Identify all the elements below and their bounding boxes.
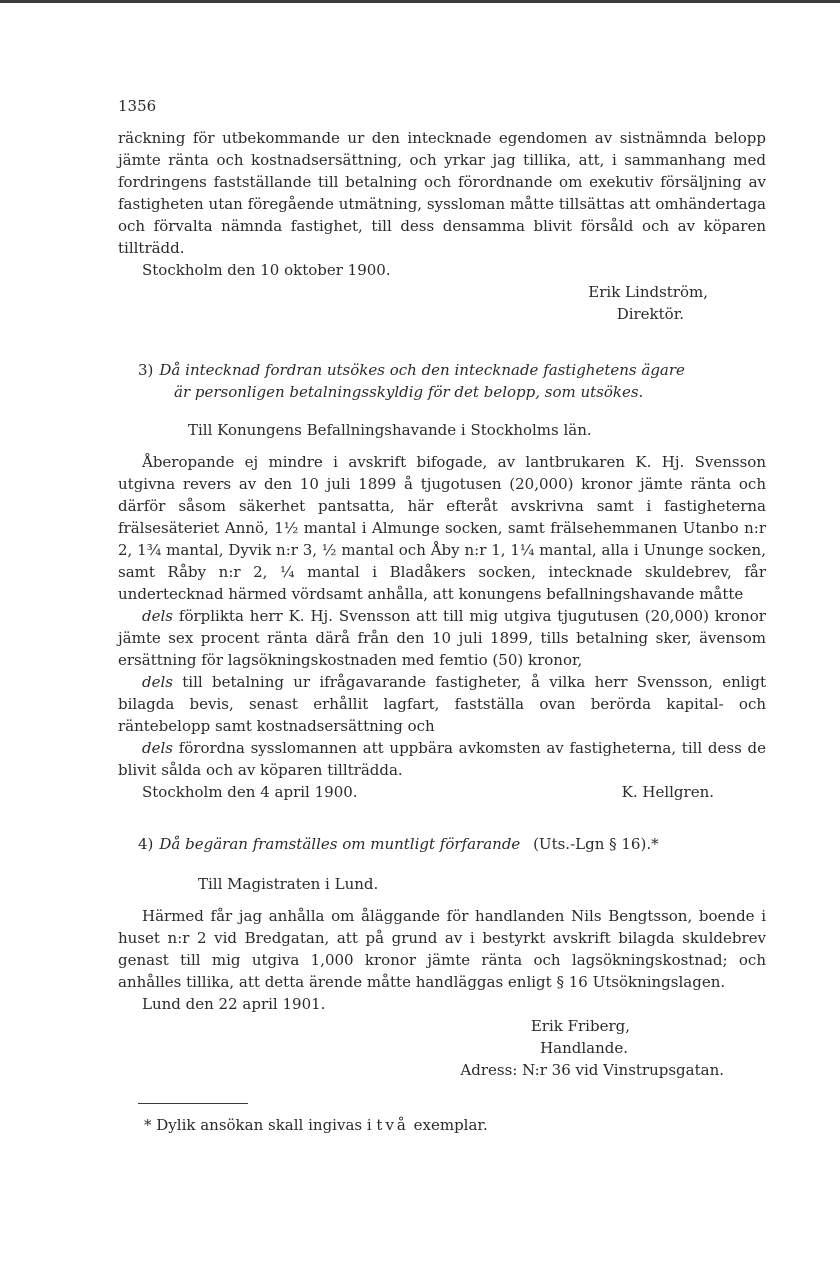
section-3-signer: K. Hellgren.	[621, 783, 714, 801]
dels-text: förordna sysslomannen att uppbära avkomsten av fastigheterna, till dess de blivit sålda och av köparen tillträdda.	[118, 739, 766, 779]
footnote-divider	[138, 1103, 248, 1104]
heading-line-1: Då intecknad fordran utsökes och den intecknade fastighetens ägare	[159, 361, 685, 379]
section-3-paragraph: Åberopande ej mindre i avskrift bifogade, av lantbrukaren K. Hj. Svensson utgivna revers av den 10 juli 1899 å tjugotusen (20,000) kronor jämte ränta och därför såsom säkerhet pantsatta, här efteråt avskrivna samt i fastigheterna frälsesäteriet Annö, 1½ mantal i Almunge socken, samt frälsehemmanen Utanbo n:r 2, 1¾ mantal, Dyvik n:r 3, ½ mantal och Åby n:r 1, 1¼ mantal, alla i Ununge socken, samt Råby n:r 2, ¼ mantal i Bladåkers socken, intecknade skuldebrev, får undertecknad härmed vördsamt anhålla, att konungens befallningshavande måtte	[118, 453, 766, 603]
section-3-addressee: Till Konungens Befallningshavande i Stockholms län.	[188, 421, 592, 439]
section-2-tail	[118, 127, 766, 325]
heading-reference: (Uts.-Lgn § 16).*	[533, 835, 659, 853]
section-3-date-signature	[118, 781, 766, 803]
signer-title: Direktör.	[616, 305, 684, 323]
dels-text: till betalning ur ifrågavarande fastigheter, å vilka herr Svensson, enligt bilagda bevis, senast erhållit lagfart, fastställa ovan berörda kapital- och räntebelopp samt kostnadsersättning och	[118, 673, 766, 735]
section-2-body: räckning för utbekommande ur den intecknade egendomen av sistnämnda belopp jämte ränta och kostnadsersättning, och yrkar jag tillika, att, i sammanhang med fordringens fastställande till betalning och förordnande om exekutiv försäljning av fastigheten utan föregående utmätning, syssloman måtte tillsättas att omhändertaga och förvalta nämnda fastighet, till dess densamma blivit försåld och av köparen tillträdd.	[118, 129, 766, 257]
signer-address: Adress: N:r 36 vid Vinstrupsgatan.	[460, 1061, 724, 1079]
section-3-heading	[118, 359, 766, 403]
section-2-signature	[118, 281, 766, 325]
dels-clause-2	[118, 671, 766, 737]
dels-word: dels	[142, 739, 173, 757]
signer-name: Erik Lindström,	[588, 283, 708, 301]
dels-word: dels	[142, 607, 173, 625]
dels-text: förplikta herr K. Hj. Svensson att till mig utgiva tjugutusen (20,000) kronor jämte sex procent ränta därå från den 10 juli 1899, tills betalning sker, ävensom ersättning för lagsökningskostnaden med femtio (50) kronor,	[118, 607, 766, 669]
section-number: 4)	[138, 835, 154, 853]
section-4-addressee: Till Magistraten i Lund.	[198, 875, 379, 893]
footnote	[118, 1114, 766, 1136]
page-number: 1356	[118, 97, 157, 115]
signer-title: Handlande.	[540, 1039, 628, 1057]
document-page	[118, 95, 766, 1136]
footnote-text-start: * Dylik ansökan skall ingivas i	[144, 1116, 377, 1134]
footnote-text-end: exemplar.	[408, 1116, 488, 1134]
section-4-date: Lund den 22 april 1901.	[142, 995, 326, 1013]
dels-clause-3	[118, 737, 766, 781]
signer-name: Erik Friberg,	[530, 1017, 630, 1035]
dels-word: dels	[142, 673, 173, 691]
section-4-signature	[118, 1015, 766, 1059]
section-4-heading	[118, 833, 766, 855]
heading-line-2: är personligen betalningsskyldig för det belopp, som utsökes.	[174, 383, 644, 401]
section-3	[118, 359, 766, 803]
section-3-date: Stockholm den 4 april 1900.	[142, 783, 358, 801]
footnote-emphasis: två	[376, 1116, 409, 1134]
section-2-date: Stockholm den 10 oktober 1900.	[142, 261, 391, 279]
heading-text: Då begäran framställes om muntligt förfarande	[159, 835, 521, 853]
top-border-rule	[0, 0, 840, 3]
dels-clause-1	[118, 605, 766, 671]
section-4	[118, 833, 766, 1081]
section-4-body: Härmed får jag anhålla om åläggande för handlanden Nils Bengtsson, boende i huset n:r 2 vid Bredgatan, att på grund av i bestyrkt avskrift bilagda skuldebrev genast till mig utgiva 1,000 kronor jämte ränta och lagsökningskostnad; och anhålles tillika, att detta ärende måtte handläggas enligt § 16 Utsökningslagen.	[118, 907, 766, 991]
section-number: 3)	[138, 361, 154, 379]
